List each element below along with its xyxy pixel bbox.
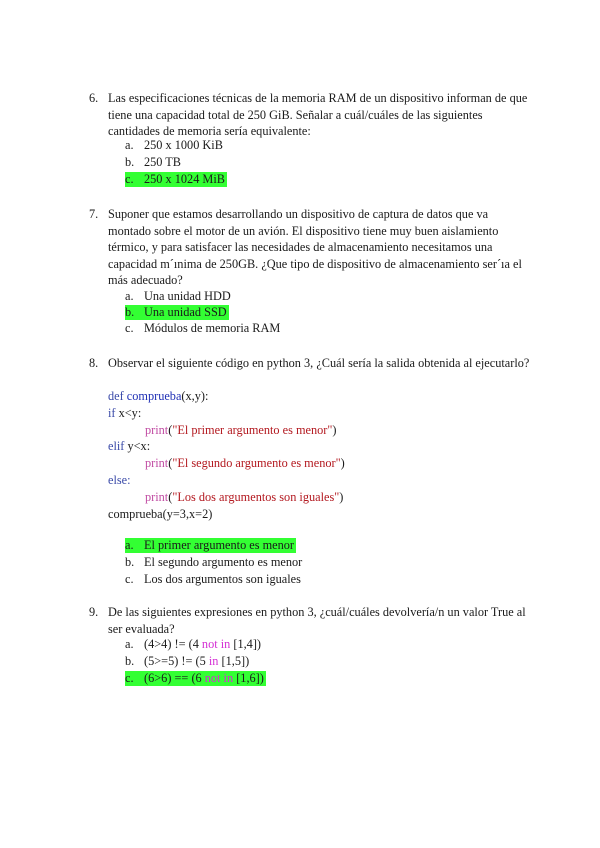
code-line-8 [108,506,345,523]
option-text: (4>4) != (4 [144,637,202,651]
question-line: Observar el siguiente código en python 3, ¿Cuál sería la salida obtenida al ejecutarlo? [108,356,530,370]
question-number: 6. [89,91,99,105]
code-keyword: elif [108,439,125,454]
code-keyword: def [108,389,124,403]
code-text: comprueba(y=3,x=2) [108,506,213,521]
option-7c [125,321,280,336]
option-letter: c. [125,671,134,685]
code-block [108,388,345,522]
option-6a [125,138,223,153]
code-string: "El segundo argumento es menor" [172,456,341,471]
option-8c [125,572,301,587]
option-text: El primer argumento es menor [144,538,295,552]
question-text [108,355,528,372]
code-builtin: print [145,489,169,504]
question-line: térmico, y para satisfacer las necesidades de almacenamiento necesitamos una [108,240,493,254]
code-line-6 [108,472,345,489]
code-text: x<y: [115,405,142,420]
option-text: [1,5]) [218,654,250,668]
code-line-4 [108,438,345,455]
option-7b-highlighted [125,305,229,320]
question-line: capacidad m´ınima de 250GB. ¿Que tipo de dispositivo de almacenamiento ser´ıa el [108,256,522,271]
code-line-7 [108,489,345,506]
option-text: 250 x 1024 MiB [144,172,225,186]
option-letter: c. [125,172,134,186]
question-text [108,90,528,140]
code-text: ) [332,422,337,437]
question-line: ser evaluada? [108,621,175,636]
question-line: cantidades de memoria sería equivalente: [108,124,311,138]
question-line: montado sobre el motor de un avión. El dispositivo tiene muy buen aislamiento [108,223,499,238]
question-text [108,604,528,637]
option-letter: b. [125,305,135,319]
option-9b [125,654,249,669]
question-line: tiene una capacidad total de 250 GiB. Señalar a cuál/cuáles de las siguientes [108,107,483,122]
option-6c-highlighted [125,172,227,187]
option-text: 250 x 1000 KiB [144,138,223,152]
code-function-name: comprueba [126,389,182,403]
code-string: "El primer argumento es menor" [172,422,333,437]
code-builtin: print [145,422,169,437]
option-text: [1,4]) [230,637,262,651]
question-number: 7. [89,207,99,221]
question-number: 8. [89,356,99,370]
option-9a [125,637,261,652]
question-text [108,206,528,289]
code-line-5 [108,455,345,472]
option-letter: a. [125,538,134,552]
option-letter: a. [125,289,134,303]
option-text: El segundo argumento es menor [144,555,303,569]
option-letter: b. [125,155,135,169]
option-8a-highlighted [125,538,296,553]
python-operator: in [208,654,219,668]
code-keyword: if [108,405,116,420]
code-line-2 [108,405,345,422]
option-text: [1,6]) [233,671,264,685]
question-line: Las especificaciones técnicas de la memoria RAM de un dispositivo informan de que [108,91,528,105]
question-line: más adecuado? [108,273,183,287]
code-text: y<x: [124,439,151,454]
code-line-1 [108,388,345,405]
code-line-3 [108,422,345,439]
python-operator: not in [204,671,234,685]
option-letter: b. [125,555,135,569]
option-letter: a. [125,138,134,152]
option-text: Una unidad SSD [144,305,227,319]
option-text: (6>6) == (6 [144,671,205,685]
option-6b [125,155,181,170]
option-7a [125,289,231,304]
question-number: 9. [89,605,99,619]
option-8b [125,555,302,570]
option-text: 250 TB [144,155,182,169]
question-line: Suponer que estamos desarrollando un dispositivo de captura de datos que va [108,207,489,221]
python-operator: not in [201,637,231,651]
option-letter: b. [125,654,135,668]
option-text: Los dos argumentos son iguales [144,572,301,586]
question-line: De las siguientes expresiones en python 3, ¿cuál/cuáles devolvería/n un valor True al [108,605,526,619]
code-text: (x,y): [181,389,209,403]
code-text: ) [340,456,345,471]
option-text: (5>=5) != (5 [144,654,209,668]
code-text: ( [168,422,173,437]
option-9c-highlighted [125,671,266,686]
code-string: "Los dos argumentos son iguales" [172,489,340,504]
code-keyword: else: [108,472,131,487]
code-text: ( [168,489,173,504]
option-text: Módulos de memoria RAM [144,321,281,335]
code-builtin: print [145,456,169,471]
option-text: Una unidad HDD [144,289,231,303]
option-letter: c. [125,572,134,586]
code-text: ) [339,489,344,504]
code-text: ( [168,456,173,471]
option-letter: c. [125,321,134,335]
option-letter: a. [125,637,134,651]
